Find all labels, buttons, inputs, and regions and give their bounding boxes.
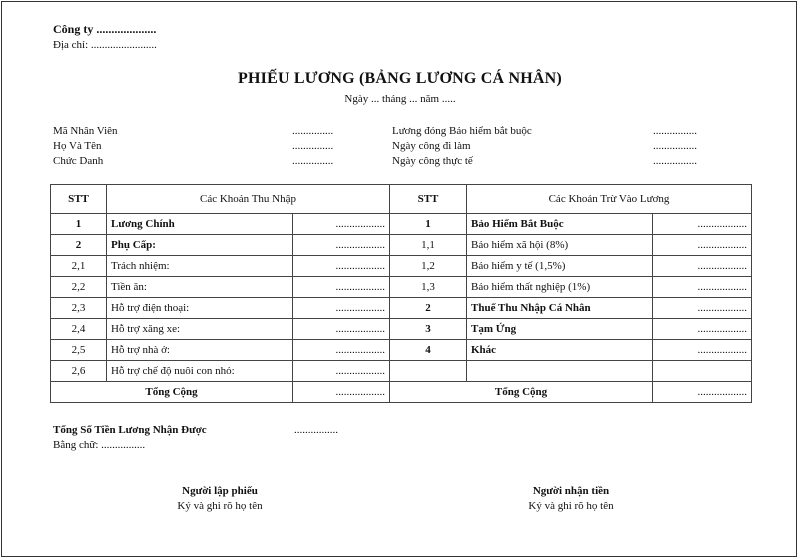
info-label-position: Chức Danh [53, 155, 104, 167]
address-line: Địa chỉ: ........................ [53, 39, 157, 51]
income-value: .................. [293, 319, 390, 340]
info-value-insurance-salary: ................ [653, 125, 697, 137]
total-salary-label: Tổng Số Tiền Lương Nhận Được [53, 424, 207, 436]
info-value-position: ............... [292, 155, 334, 167]
info-label-full-name: Họ Và Tên [53, 140, 102, 152]
deduct-value: .................. [653, 340, 752, 361]
info-label-actual-days: Ngày công thực tế [392, 155, 473, 167]
signature-left-note: Ký và ghi rõ họ tên [177, 500, 263, 512]
deduct-item: Tạm Ứng [467, 319, 653, 340]
header-deduct: Các Khoản Trừ Vào Lương [467, 185, 752, 214]
income-item: Lương Chính [107, 214, 293, 235]
salary-table [50, 184, 752, 403]
deduct-stt: 1,1 [390, 235, 467, 256]
info-value-employee-id: ............... [292, 125, 334, 137]
income-stt: 2,5 [51, 340, 107, 361]
deduct-stt: 2 [390, 298, 467, 319]
income-stt: 2,4 [51, 319, 107, 340]
income-item: Trách nhiệm: [107, 256, 293, 277]
info-label-employee-id: Mã Nhân Viên [53, 125, 118, 137]
income-stt: 2,2 [51, 277, 107, 298]
header-stt: STT [51, 185, 107, 214]
table-row [51, 256, 752, 277]
deduct-item: Khác [467, 340, 653, 361]
income-stt: 1 [51, 214, 107, 235]
table-row [51, 235, 752, 256]
income-stt: 2 [51, 235, 107, 256]
income-value: .................. [293, 340, 390, 361]
total-income-value: .................. [293, 382, 390, 403]
deduct-value: .................. [653, 214, 752, 235]
table-row [51, 340, 752, 361]
deduct-value: .................. [653, 277, 752, 298]
deduct-item: Bảo Hiểm Bắt Buộc [467, 214, 653, 235]
income-value: .................. [293, 277, 390, 298]
deduct-stt: 3 [390, 319, 467, 340]
page-title: PHIẾU LƯƠNG (BẢNG LƯƠNG CÁ NHÂN) [238, 70, 562, 87]
income-value: .................. [293, 214, 390, 235]
deduct-value: .................. [653, 235, 752, 256]
income-stt: 2,3 [51, 298, 107, 319]
total-deduct-value: .................. [653, 382, 752, 403]
income-item: Tiền ăn: [107, 277, 293, 298]
table-row [51, 277, 752, 298]
total-income-label: Tổng Cộng [51, 382, 293, 403]
income-value: .................. [293, 235, 390, 256]
income-item: Hỗ trợ điện thoại: [107, 298, 293, 319]
table-row [51, 319, 752, 340]
total-salary-value: ................ [294, 424, 338, 436]
income-value: .................. [293, 361, 390, 382]
income-item: Hỗ trợ chế độ nuôi con nhỏ: [107, 361, 293, 382]
deduct-stt: 1,2 [390, 256, 467, 277]
deduct-stt: 4 [390, 340, 467, 361]
signature-right-title: Người nhận tiền [532, 485, 610, 497]
table-header-row [51, 185, 752, 214]
info-value-full-name: ............... [292, 140, 334, 152]
info-label-insurance-salary: Lương đóng Bảo hiểm bắt buộc [392, 125, 532, 137]
income-item: Hỗ trợ xăng xe: [107, 319, 293, 340]
deduct-item: Bảo hiểm xã hội (8%) [467, 235, 653, 256]
header-stt-deduct: STT [390, 185, 467, 214]
total-deduct-label: Tổng Cộng [390, 382, 653, 403]
deduct-value [653, 361, 752, 382]
deduct-item: Bảo hiểm y tế (1,5%) [467, 256, 653, 277]
deduct-value: .................. [653, 256, 752, 277]
header-income: Các Khoản Thu Nhập [107, 185, 390, 214]
income-item: Hỗ trợ nhà ở: [107, 340, 293, 361]
income-item: Phụ Cấp: [107, 235, 293, 256]
deduct-item: Thuế Thu Nhập Cá Nhân [467, 298, 653, 319]
info-label-work-days: Ngày công đi làm [392, 140, 471, 152]
info-value-actual-days: ................ [653, 155, 697, 167]
income-value: .................. [293, 298, 390, 319]
income-stt: 2,1 [51, 256, 107, 277]
table-row [51, 214, 752, 235]
info-value-work-days: ................ [653, 140, 697, 152]
income-value: .................. [293, 256, 390, 277]
deduct-stt: 1 [390, 214, 467, 235]
signature-left-title: Người lập phiếu [182, 485, 258, 497]
deduct-item [467, 361, 653, 382]
deduct-stt [390, 361, 467, 382]
company-line: Công ty .................... [53, 22, 157, 36]
date-line: Ngày ... tháng ... năm ..... [344, 93, 456, 105]
deduct-value: .................. [653, 298, 752, 319]
table-total-row [51, 382, 752, 403]
deduct-item: Bảo hiểm thất nghiệp (1%) [467, 277, 653, 298]
amount-in-words: Bằng chữ: ................ [53, 439, 146, 451]
income-stt: 2,6 [51, 361, 107, 382]
deduct-stt: 1,3 [390, 277, 467, 298]
deduct-value: .................. [653, 319, 752, 340]
signature-right-note: Ký và ghi rõ họ tên [528, 500, 614, 512]
table-row [51, 298, 752, 319]
table-row [51, 361, 752, 382]
